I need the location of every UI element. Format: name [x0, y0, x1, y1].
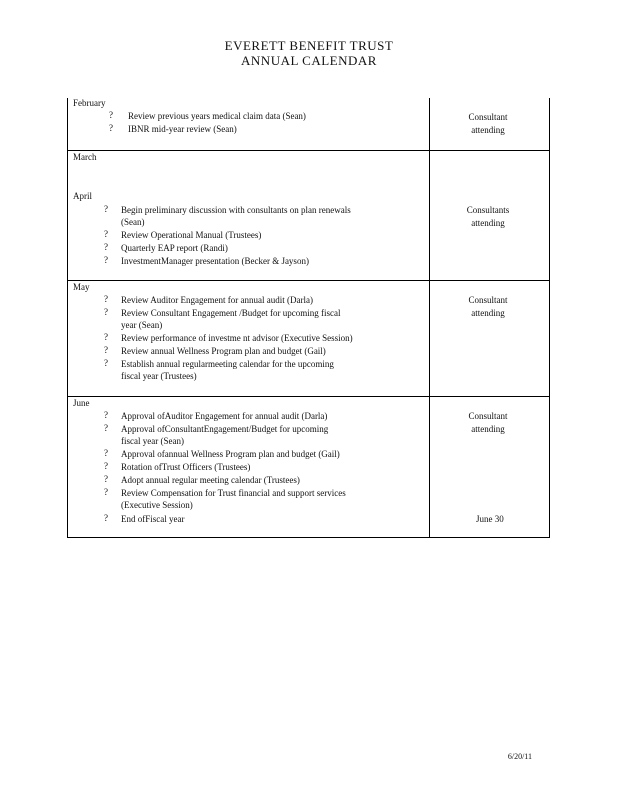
note-line: Consultant — [468, 112, 508, 122]
month-june: June — [73, 398, 90, 408]
bullet-icon: ? — [104, 474, 108, 484]
attendance-note — [438, 111, 538, 137]
bullet-icon: ? — [104, 332, 108, 342]
bullet-icon: ? — [104, 345, 108, 355]
month-march: March — [73, 152, 97, 162]
list-item: fiscal year (Sean) — [121, 436, 184, 446]
note-line: attending — [471, 308, 505, 318]
bullet-icon: ? — [104, 294, 108, 304]
list-item: year (Sean) — [121, 320, 163, 330]
row-divider — [68, 150, 549, 151]
row-divider — [68, 280, 549, 281]
attendance-note — [438, 410, 538, 436]
note-line: Consultant — [468, 295, 508, 305]
bullet-icon: ? — [104, 229, 108, 239]
list-item: Rotation ofTrust Officers (Trustees) — [121, 462, 251, 472]
month-february: February — [73, 98, 106, 108]
bullet-icon: ? — [104, 448, 108, 458]
list-item: Approval ofConsultantEngagement/Budget for upcoming — [121, 424, 329, 434]
bullet-icon: ? — [104, 410, 108, 420]
note-line: attending — [471, 125, 505, 135]
bullet-icon: ? — [104, 204, 108, 214]
bullet-icon: ? — [104, 307, 108, 317]
column-divider — [429, 98, 430, 537]
bullet-icon: ? — [104, 461, 108, 471]
document-title: EVERETT BENEFIT TRUST — [224, 38, 394, 53]
list-item: Review annual Wellness Program plan and budget (Gail) — [121, 346, 326, 356]
bullet-icon: ? — [104, 255, 108, 265]
list-item: InvestmentManager presentation (Becker & Jayson) — [121, 256, 309, 266]
fiscal-year-end-date: June 30 — [476, 514, 504, 524]
revision-date: 6/20/11 — [507, 752, 532, 761]
note-line: Consultants — [466, 205, 510, 215]
bullet-icon: ? — [104, 423, 108, 433]
list-item: Approval ofAuditor Engagement for annual audit (Darla) — [121, 411, 328, 421]
list-item: IBNR mid-year review (Sean) — [128, 124, 237, 134]
list-item: Review Operational Manual (Trustees) — [121, 230, 262, 240]
bullet-icon: ? — [104, 487, 108, 497]
list-item: Review previous years medical claim data (Sean) — [128, 111, 306, 121]
month-may: May — [73, 282, 90, 292]
note-line: attending — [471, 424, 505, 434]
calendar-table — [67, 98, 550, 538]
list-item: Begin preliminary discussion with consultants on plan renewals — [121, 205, 351, 215]
list-item: Review performance of investme nt advisor (Executive Session) — [121, 333, 353, 343]
list-item: Establish annual regularmeeting calendar for the upcoming — [121, 359, 334, 369]
list-item: End ofFiscal year — [121, 514, 185, 524]
bullet-icon: ? — [109, 110, 113, 120]
list-item: Approval ofannual Wellness Program plan and budget (Gail) — [121, 449, 340, 459]
row-divider — [68, 396, 549, 397]
note-line: attending — [471, 218, 505, 228]
bullet-icon: ? — [104, 358, 108, 368]
attendance-note — [438, 204, 538, 230]
bullet-icon: ? — [109, 123, 113, 133]
list-item: Quarterly EAP report (Randi) — [121, 243, 228, 253]
month-april: April — [73, 191, 92, 201]
document-subtitle: ANNUAL CALENDAR — [241, 53, 377, 68]
list-item: Review Consultant Engagement /Budget for upcoming fiscal — [121, 308, 341, 318]
list-item: Adopt annual regular meeting calendar (Trustees) — [121, 475, 300, 485]
list-item: Review Compensation for Trust financial and support services — [121, 488, 346, 498]
list-item: (Executive Session) — [121, 500, 193, 510]
list-item: Review Auditor Engagement for annual audit (Darla) — [121, 295, 313, 305]
attendance-note — [438, 294, 538, 320]
list-item: fiscal year (Trustees) — [121, 371, 197, 381]
note-line: Consultant — [468, 411, 508, 421]
bullet-icon: ? — [104, 242, 108, 252]
bullet-icon: ? — [104, 513, 108, 523]
list-item: (Sean) — [121, 217, 145, 227]
